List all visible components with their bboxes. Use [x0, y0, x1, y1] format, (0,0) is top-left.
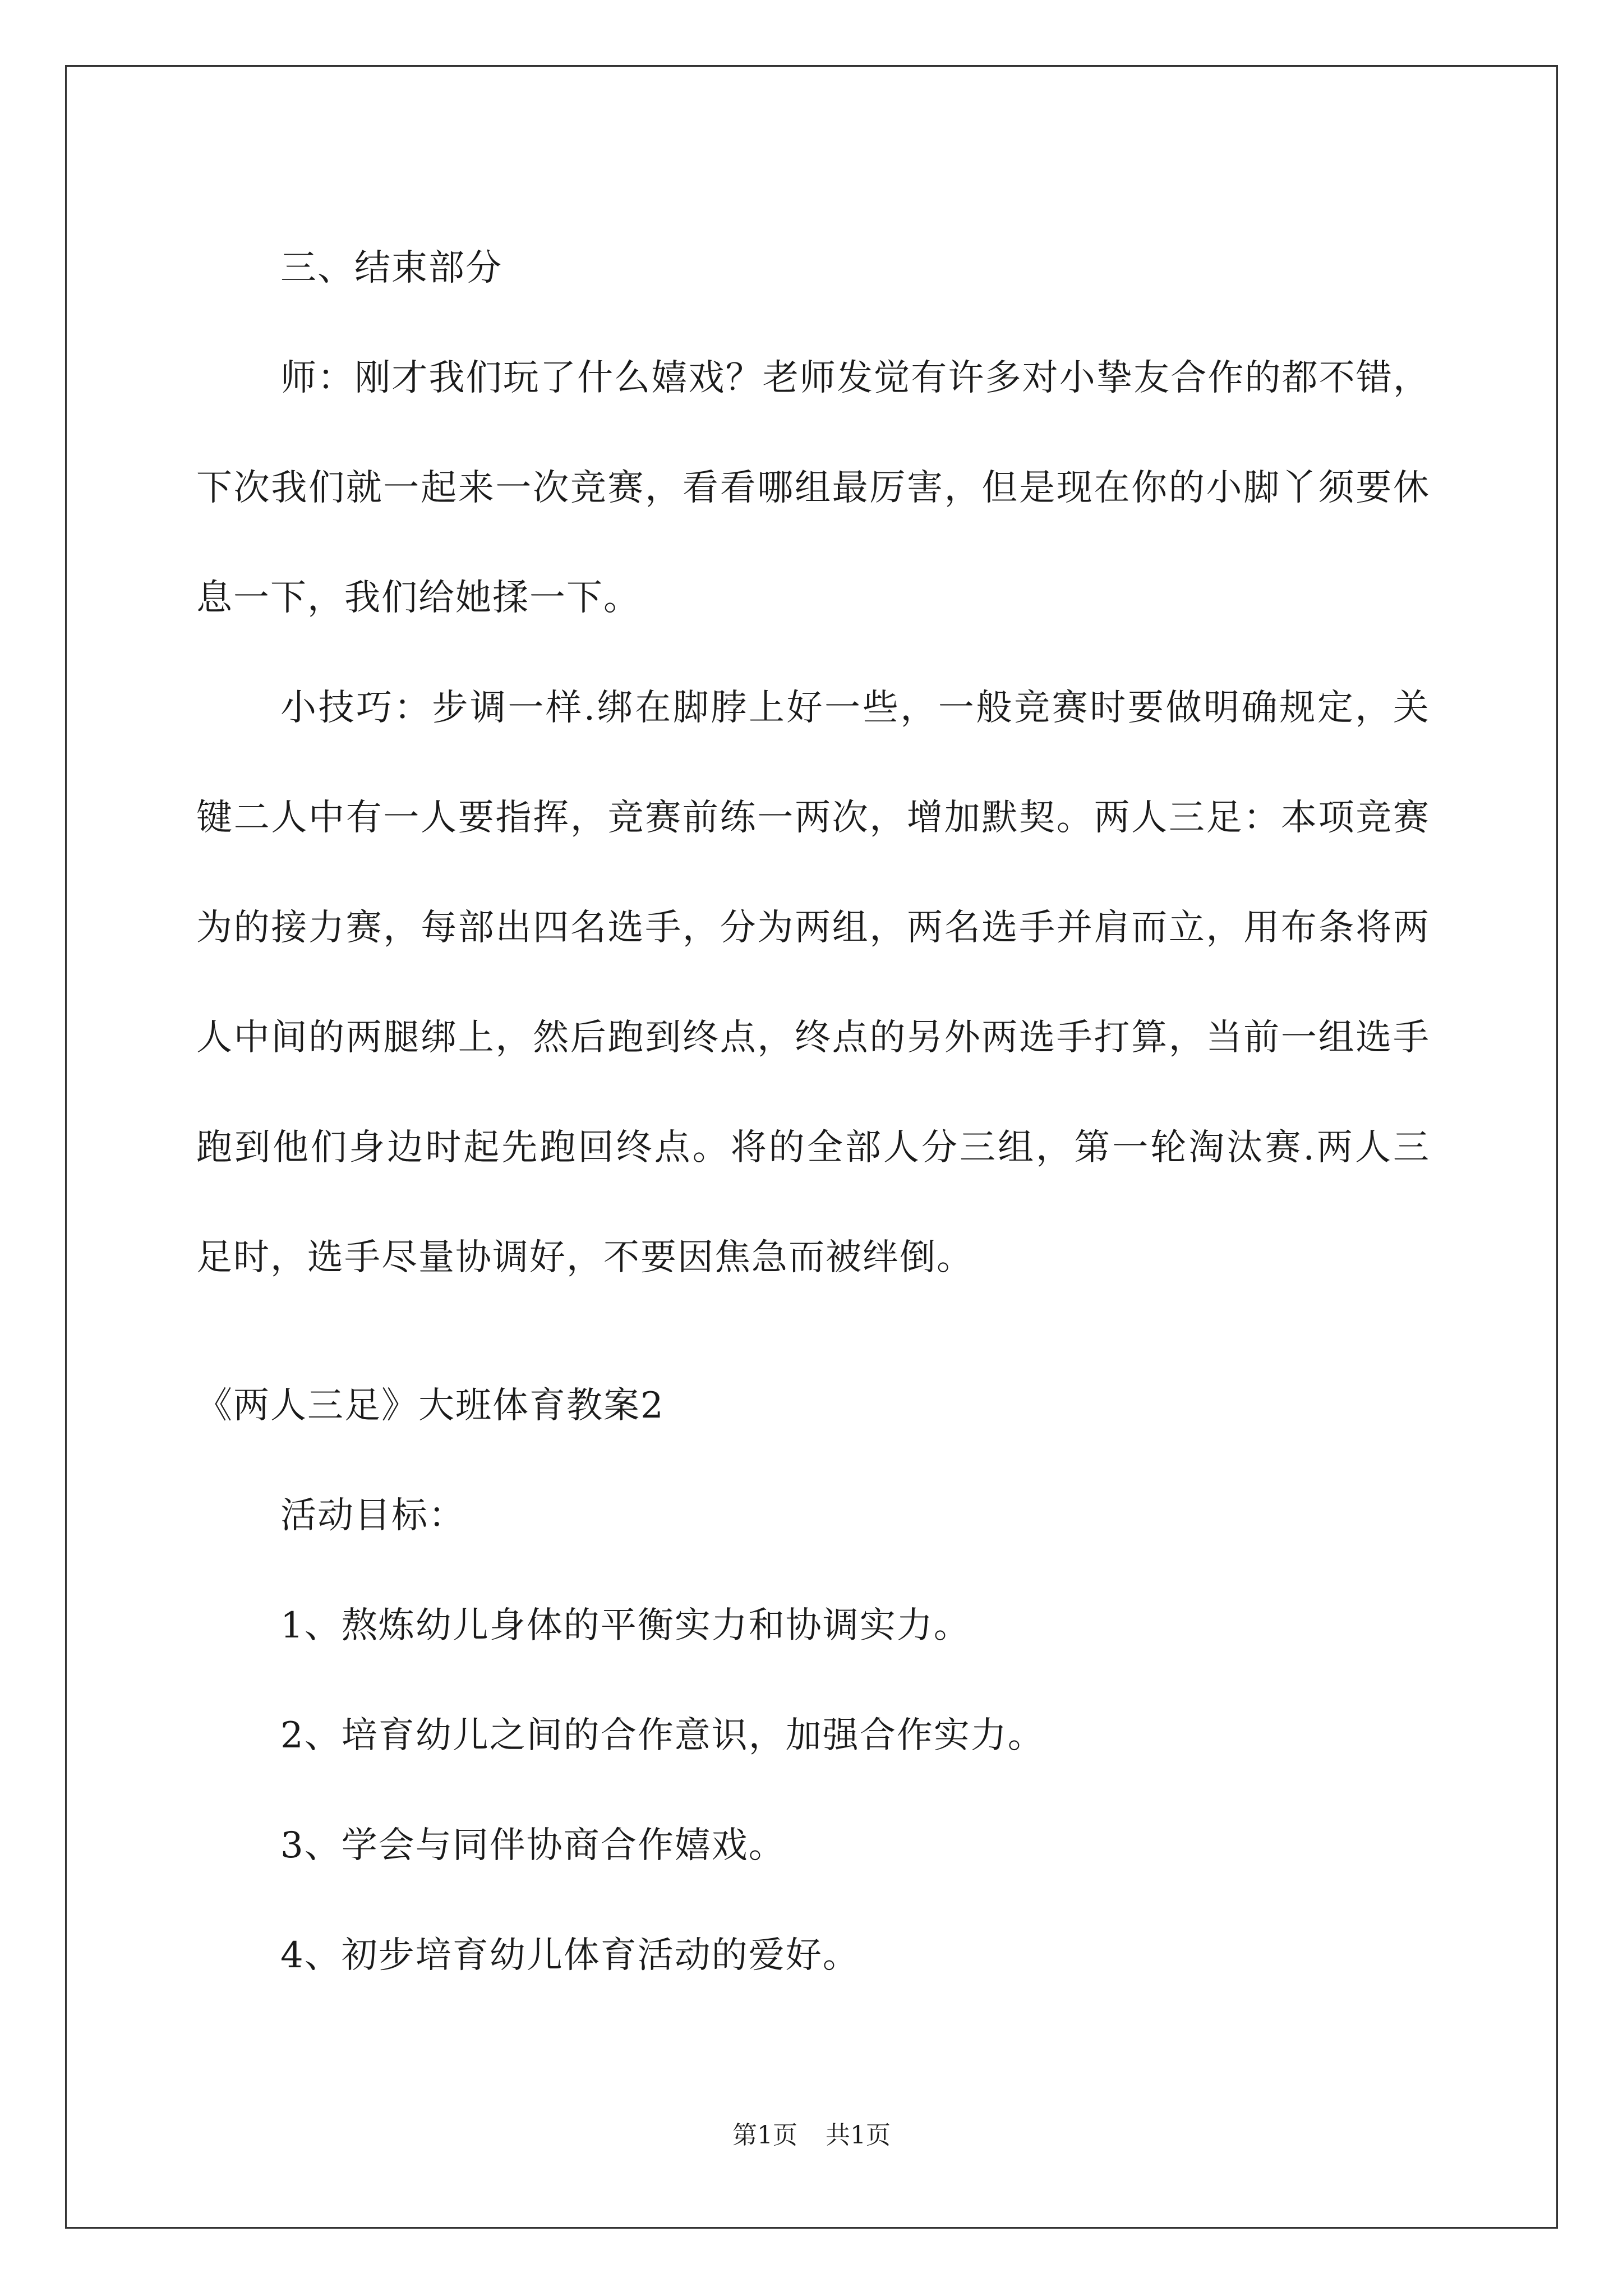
section-2 [196, 1461, 1430, 2010]
section-1 [196, 213, 1430, 1313]
page-footer [0, 2115, 1623, 2151]
section-heading: 三、结束部分 [280, 247, 502, 289]
goals-label: 活动目标： [280, 1495, 465, 1536]
paragraph-teacher: 师：刚才我们玩了什么嬉戏？老师发觉有许多对小挚友合作的都不错，下次我们就一起来一次竞赛，看看哪组最厉害，但是现在你的小脚丫须要休息一下，我们给她揉一下。 [196, 357, 1430, 619]
goal-item: 3、学会与同伴协商合作嬉戏。 [280, 1825, 786, 1866]
page-number-current: 第1页 [732, 2121, 797, 2150]
goal-item: 2、培育幼儿之间的合作意识，加强合作实力。 [280, 1715, 1045, 1756]
goal-item: 4、初步培育幼儿体育活动的爱好。 [280, 1935, 860, 1976]
goal-item: 1、熬炼幼儿身体的平衡实力和协调实力。 [280, 1605, 971, 1646]
page-number-total: 共1页 [826, 2121, 891, 2150]
lesson-plan-title: 《两人三足》大班体育教案2 [196, 1385, 665, 1427]
paragraph-tips: 小技巧：步调一样.绑在脚脖上好一些，一般竞赛时要做明确规定，关键二人中有一人要指挥，竞赛前练一两次，增加默契。两人三足：本项竞赛为的接力赛，每部出四名选手，分为两组，两名选手并肩而立，用布条将两人中间的两腿绑上，然后跑到终点，终点的另外两选手打算，当前一组选手跑到他们身边时起先跑回终点。将的全部人分三组，第一轮淘汰赛.两人三足时，选手尽量协调好，不要因焦急而被绊倒。 [196, 687, 1430, 1278]
